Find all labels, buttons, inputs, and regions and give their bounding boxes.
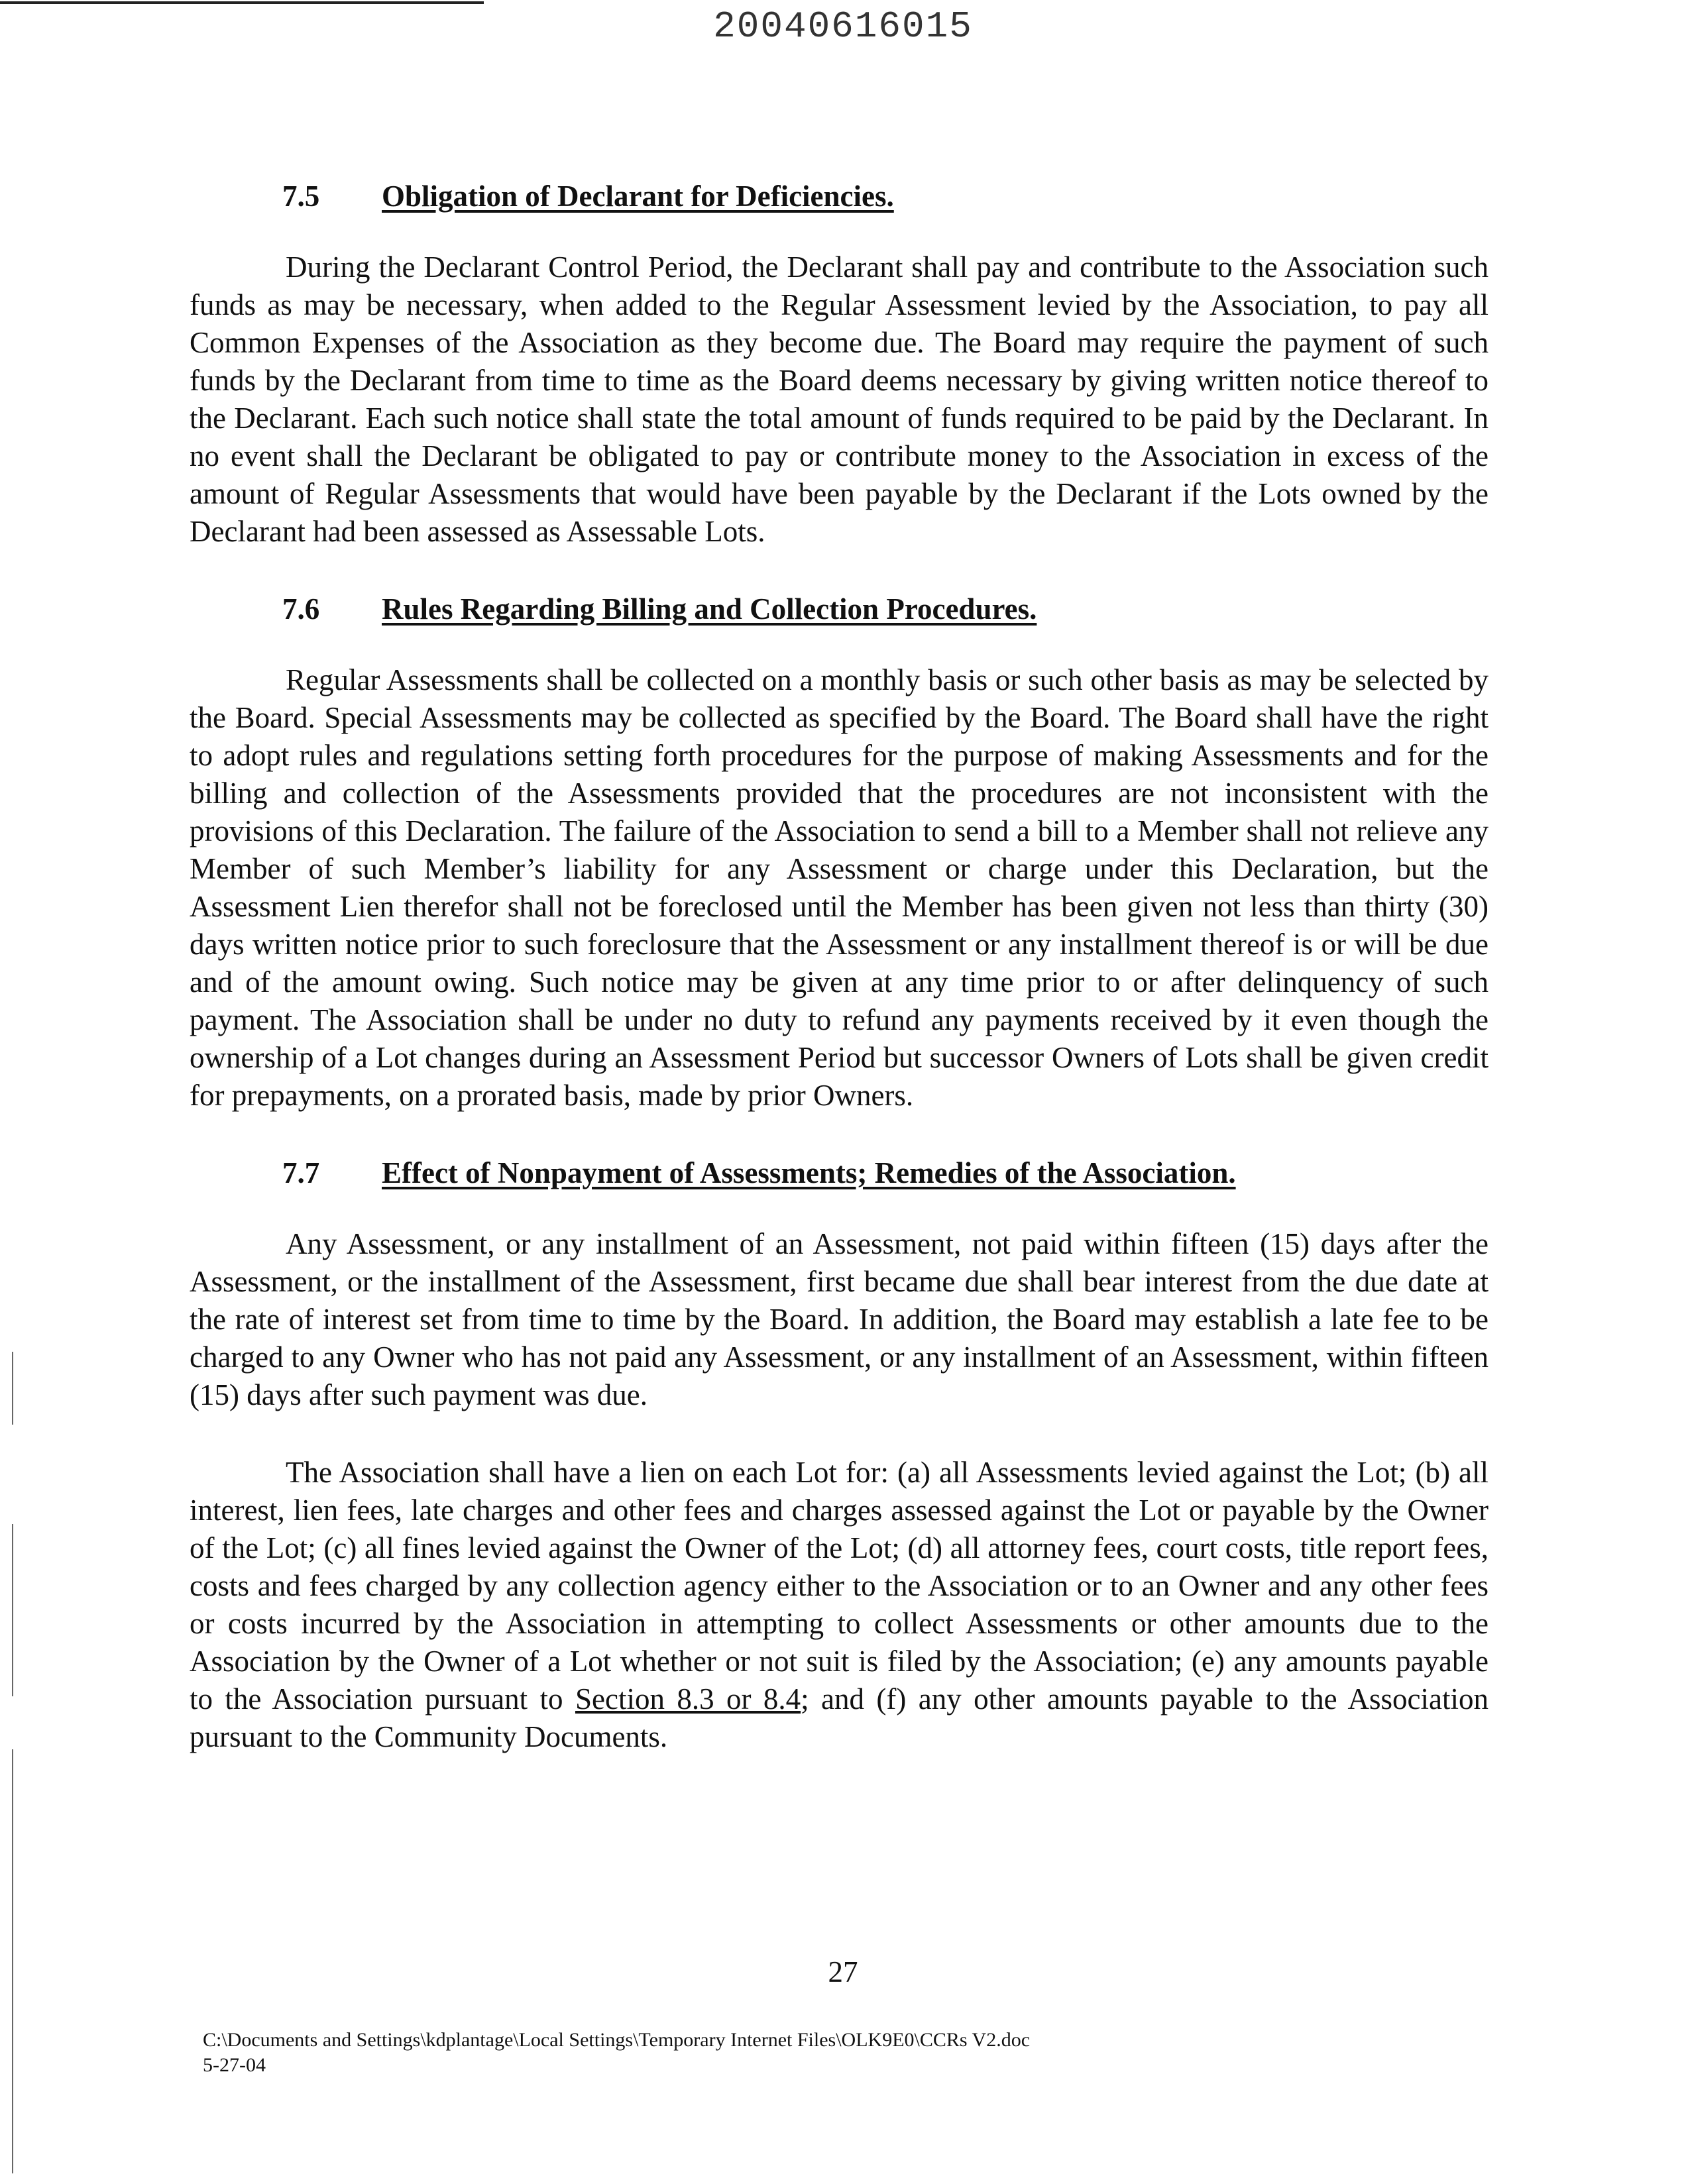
section-number: 7.7: [282, 1156, 320, 1189]
section-title: Rules Regarding Billing and Collection Procedures.: [382, 592, 1037, 626]
section-number: 7.6: [282, 592, 320, 626]
section-heading: [190, 1154, 1489, 1192]
lien-text-end: ; and (f) any other amounts payable to the Association pursuant to the Community Documents.: [190, 1682, 1489, 1753]
lien-text: The Association shall have a lien on each Lot for: (a) all Assessments levied against the Lot; (b) all interest, lien fees, late charges and other fees and charges assessed against the Lot or payable by the Owner of the Lot; (c) all fines levied against the Owner of the Lot; (d) all attorney fees, court costs, title report fees, costs and fees charged by any collection agency either to the Association or to an Owner and any other fees or costs incurred by the Association in attempting to collect Assessments or other amounts due to the Association by the Owner of a Lot whether or not suit is filed by the Association; (e) any amounts payable to the Association pursuant to: [190, 1456, 1489, 1716]
footer-date: 5-27-04: [203, 2054, 266, 2076]
top-rule: [0, 1, 484, 4]
paragraph: Regular Assessments shall be collected on a monthly basis or such other basis as may be selected by the Board. Special Assessments may be collected as specified by the Board. The Board shall have the right to adopt rules and regulations setting forth procedures for the purpose of making Assessments and for the billing and collection of the Assessments provided that the procedures are not inconsistent with the provisions of this Declaration. The failure of the Association to send a bill to a Member shall not relieve any Member of such Member’s liability for any Assessment or charge under this Declaration, but the Assessment Lien therefor shall not be foreclosed until the Member has been given not less than thirty (30) days written notice prior to such foreclosure that the Assessment or any installment thereof is or will be due and of the amount owing. Such notice may be given at any time prior to or after delinquency of such payment. The Association shall be under no duty to refund any payments received by it even though the ownership of a Lot changes during an Assessment Period but successor Owners of Lots shall be given credit for prepayments, on a prorated basis, made by prior Owners.: [190, 663, 1489, 1112]
paragraph: Any Assessment, or any installment of an Assessment, not paid within fifteen (15) days after the Assessment, or the installment of the Assessment, first became due shall bear interest from the due date at the rate of interest set from time to time by the Board. In addition, the Board may establish a late fee to be charged to any Owner who has not paid any Assessment, or any installment of an Assessment, within fifteen (15) days after such payment was due.: [190, 1227, 1489, 1411]
page-number: 27: [828, 1955, 858, 1989]
section-heading: [190, 590, 1489, 628]
section-heading: [190, 178, 1489, 215]
section-reference: Section 8.3 or 8.4: [575, 1682, 801, 1716]
recording-number: 20040616015: [713, 5, 973, 48]
scan-edge-mark: [12, 1524, 13, 1696]
scan-edge-mark: [12, 1352, 13, 1425]
footer: [203, 2028, 1030, 2078]
section-title: Effect of Nonpayment of Assessments; Remedies of the Association.: [382, 1156, 1236, 1189]
paragraph: During the Declarant Control Period, the Declarant shall pay and contribute to the Association such funds as may be necessary, when added to the Regular Assessment levied by the Association, to pay all Common Expenses of the Association as they become due. The Board may require the payment of such funds by the Declarant from time to time as the Board deems necessary by giving written notice thereof to the Declarant. Each such notice shall state the total amount of funds required to be paid by the Declarant. In no event shall the Declarant be obligated to pay or contribute money to the Association in excess of the amount of Regular Assessments that would have been payable by the Declarant if the Lots owned by the Declarant had been assessed as Assessable Lots.: [190, 250, 1489, 548]
section-number: 7.5: [282, 180, 320, 213]
lien-paragraph: [190, 1454, 1489, 1756]
section-title: Obligation of Declarant for Deficiencies.: [382, 180, 894, 213]
document-body: [190, 178, 1489, 1796]
footer-file-path: C:\Documents and Settings\kdplantage\Local Settings\Temporary Internet Files\OLK9E0\CCRs V2.doc: [203, 2029, 1031, 2051]
